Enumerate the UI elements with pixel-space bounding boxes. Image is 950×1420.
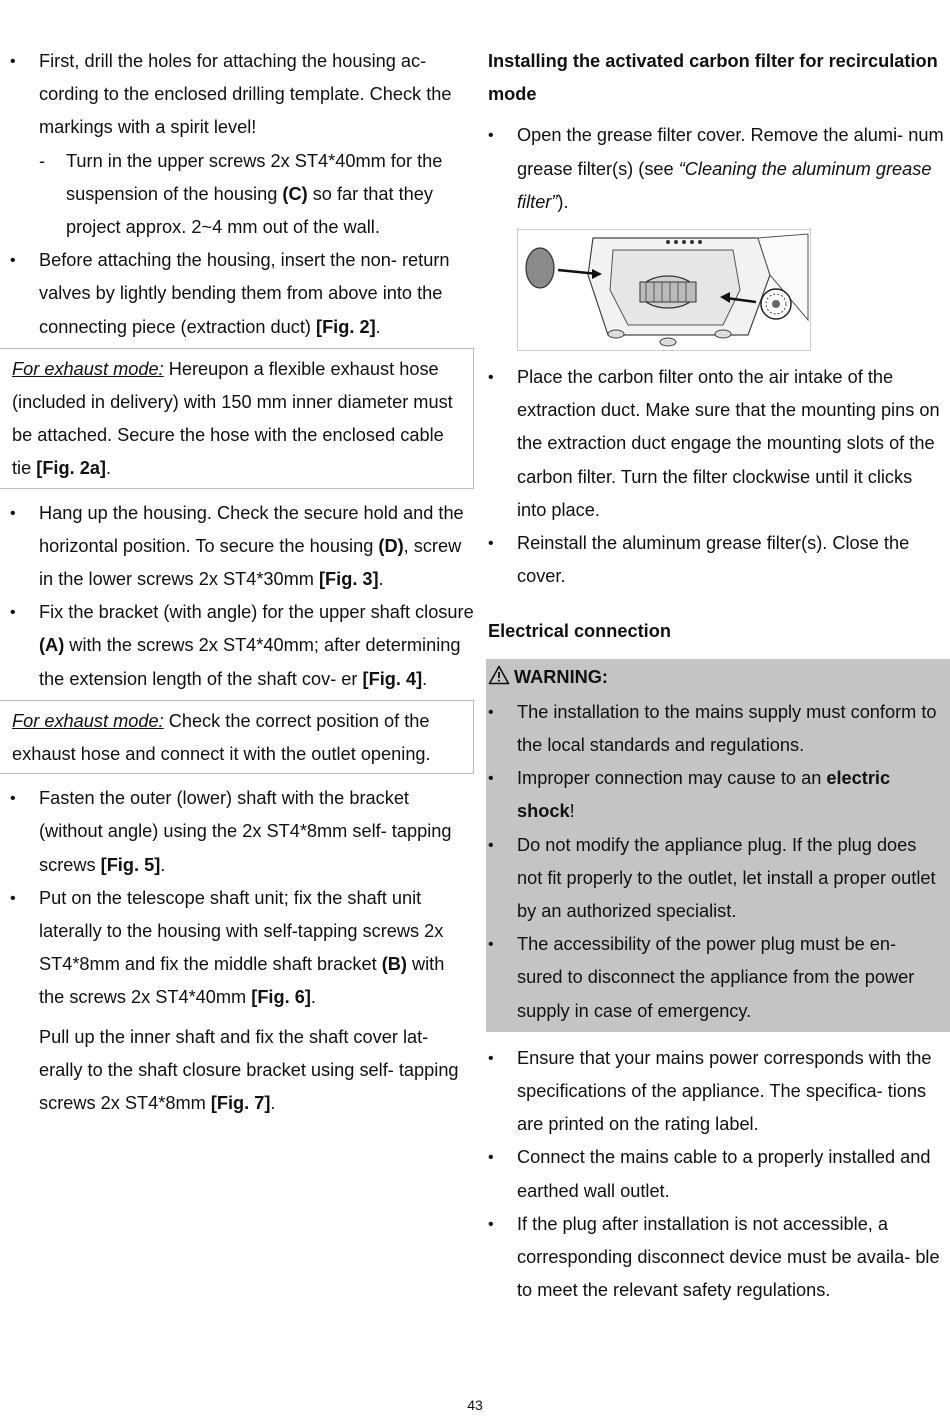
part-label: (C) (282, 183, 308, 204)
bullet-text: with the screws 2x ST4*40mm (39, 954, 445, 1008)
bullet-text: with the screws 2x ST4*40mm; after determining the extension length of the shaft cov- er (39, 635, 461, 689)
bullet-text: Before attaching the housing, insert the non- return valves by lightly bending them from above into the connecting piece (extraction duct) (39, 250, 450, 337)
figure-reference: [Fig. 2a] (36, 458, 106, 479)
bullet-text: . (375, 316, 381, 337)
bullet-text: Connect the mains cable to a properly installed and earthed wall outlet. (517, 1147, 931, 1201)
warning-title-text: WARNING: (514, 666, 608, 687)
paragraph (10, 1021, 474, 1121)
bullet-text: Turn in the upper screws 2x ST4*40mm for the suspension of the housing (66, 150, 443, 204)
paragraph-text: . (270, 1093, 276, 1114)
cross-reference: “Cleaning the aluminum grease filter” (517, 158, 932, 212)
bullet-text: Hang up the housing. Check the secure hold and the horizontal position. To secure the housing (39, 502, 464, 556)
section-heading: Installing the activated carbon filter for recirculation mode (488, 51, 938, 105)
bullet-text: Reinstall the aluminum grease filter(s). Close the cover. (517, 533, 910, 587)
list-item (488, 1208, 944, 1308)
right-column (488, 45, 944, 1308)
list-item (488, 1042, 944, 1142)
warning-item (488, 928, 944, 1028)
note-text: Hereupon a flexible exhaust hose (included in delivery) with 150 mm inner diameter must be attached. Secure the hose with the enclosed cable tie (12, 358, 453, 479)
warning-item (488, 696, 944, 762)
hood-diagram-icon (518, 230, 810, 350)
bullet-text: Fix the bracket (with angle) for the upper shaft closure (39, 602, 474, 623)
bullet-text: Fasten the outer (lower) shaft with the bracket (without angle) using the 2x ST4*8mm self- tapping screws (39, 788, 452, 875)
bullet-text: . (422, 668, 428, 689)
bullet-text: . (310, 987, 316, 1008)
exhaust-note (0, 700, 474, 774)
figure-reference: [Fig. 7] (210, 1093, 271, 1114)
bullet-text: First, drill the holes for attaching the housing ac- cording to the enclosed drilling template. Check the markings with a spirit level! (39, 51, 452, 138)
paragraph-text: Pull up the inner shaft and fix the shaft cover lat- erally to the shaft closure bracket using self- tapping screws 2x ST4*8mm (39, 1026, 459, 1114)
warning-text: The installation to the mains supply must conform to the local standards and regulations. (517, 701, 937, 756)
part-label: (B) (381, 954, 407, 975)
warning-text: The accessibility of the power plug must be en- sured to disconnect the appliance from the power supply in case of emergency. (517, 934, 915, 1021)
warning-title (488, 661, 944, 696)
sub-list-item (10, 145, 474, 245)
figure-reference: [Fig. 3] (318, 569, 379, 590)
page-number: 43 (467, 1397, 483, 1413)
bullet-text: ). (557, 191, 569, 212)
figure-reference: [Fig. 4] (362, 668, 423, 689)
carbon-filter-illustration (517, 229, 811, 351)
list-item (488, 1141, 944, 1207)
warning-item (488, 762, 944, 828)
bullet-text: . (160, 854, 166, 875)
figure-reference: [Fig. 6] (251, 987, 311, 1008)
list-item (10, 882, 474, 1015)
bullet-text: so far that they project approx. 2~4 mm out of the wall. (66, 183, 433, 238)
list-item (10, 782, 474, 882)
list-item (10, 497, 474, 597)
list-item (10, 45, 474, 145)
note-label: For exhaust mode: (12, 358, 164, 379)
list-item (488, 527, 944, 593)
warning-text: Do not modify the appliance plug. If the plug does not fit properly to the outlet, let install a proper outlet by an authorized specialist. (517, 834, 936, 922)
bullet-text: Place the carbon filter onto the air intake of the extraction duct. Make sure that the mounting pins on the extraction duct engage the mounting slots of the carbon filter. Turn the filter clockwise until it clicks into place. (517, 367, 940, 520)
list-item (10, 596, 474, 696)
bullet-text: Open the grease filter cover. Remove the alumi- num grease filter(s) (see (517, 125, 944, 179)
exhaust-note (0, 348, 474, 489)
warning-box (486, 659, 950, 1032)
bullet-text: If the plug after installation is not accessible, a corresponding disconnect device must be availa- ble to meet the relevant safety regulations. (517, 1213, 940, 1301)
warning-emphasis: electric shock (517, 768, 891, 822)
warning-text: Improper connection may cause to an (517, 768, 827, 789)
bullet-text: , screw in the lower screws 2x ST4*30mm (39, 535, 462, 590)
warning-triangle-icon (488, 663, 510, 696)
warning-text: ! (569, 801, 575, 822)
section-heading: Electrical connection (488, 621, 671, 642)
left-column (10, 45, 474, 1120)
bullet-text: Ensure that your mains power corresponds with the specifications of the appliance. The specifica- tions are printed on the rating label. (517, 1047, 932, 1135)
bullet-text: . (378, 569, 384, 590)
bullet-text: Put on the telescope shaft unit; fix the shaft unit laterally to the housing with self-tapping screws 2x ST4*8mm and fix the middle shaft bracket (39, 887, 444, 975)
warning-item (488, 829, 944, 929)
note-label: For exhaust mode: (12, 710, 164, 731)
part-label: (D) (378, 535, 404, 556)
list-item (10, 244, 474, 344)
figure-reference: [Fig. 5] (100, 854, 161, 875)
figure-reference: [Fig. 2] (316, 316, 376, 337)
list-item (488, 119, 944, 219)
part-label: (A) (39, 635, 65, 656)
note-text: Check the correct position of the exhaust hose and connect it with the outlet opening. (12, 710, 431, 765)
list-item (488, 361, 944, 527)
note-text: . (106, 458, 112, 479)
